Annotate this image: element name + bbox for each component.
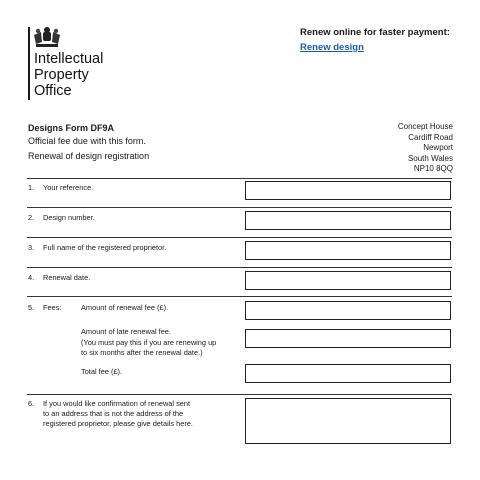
- proprietor-name-input[interactable]: [245, 241, 451, 260]
- section-divider: [27, 267, 452, 268]
- renewal-fee-label: Amount of renewal fee (£).: [81, 303, 169, 312]
- question-number: 2.: [28, 213, 35, 222]
- alt-address-label: to an address that is not the address of the: [43, 409, 184, 418]
- address-line: Newport: [423, 143, 453, 152]
- question-number: 4.: [28, 273, 35, 282]
- renew-online-heading: Renew online for faster payment:: [300, 27, 450, 38]
- section-divider: [27, 207, 452, 208]
- late-fee-note: to six months after the renewal date.): [81, 348, 203, 357]
- org-name-line-3: Office: [34, 83, 72, 99]
- address-line: NP10 8QQ: [413, 164, 453, 173]
- address-line: Cardiff Road: [408, 132, 453, 142]
- section-divider: [27, 394, 452, 395]
- reference-input[interactable]: [245, 181, 451, 200]
- section-divider: [27, 296, 452, 297]
- renew-design-link[interactable]: Renew design: [300, 42, 364, 53]
- design-number-input[interactable]: [245, 211, 451, 230]
- question-number: 3.: [28, 243, 35, 252]
- question-number: 5.: [28, 303, 35, 312]
- total-fee-label: Total fee (£).: [81, 367, 123, 376]
- design-number-label: Design number.: [43, 213, 95, 222]
- address-line: Concept House: [397, 122, 453, 131]
- fees-label: Fees:: [43, 303, 62, 312]
- late-fee-note: (You must pay this if you are renewing up: [81, 338, 217, 347]
- reference-label: Your reference.: [43, 183, 94, 192]
- renewal-fee-input[interactable]: [245, 301, 451, 320]
- org-name-line-2: Property: [34, 67, 89, 83]
- question-number: 6.: [28, 399, 35, 408]
- royal-crest-icon: [32, 26, 62, 48]
- alt-address-label: If you would like confirmation of renewal sent: [43, 399, 191, 408]
- org-name-line-1: Intellectual: [34, 51, 104, 67]
- proprietor-name-label: Full name of the registered proprietor.: [43, 243, 167, 252]
- section-divider: [27, 178, 452, 179]
- form-subtitle: Renewal of design registration: [28, 151, 150, 161]
- question-number: 1.: [28, 183, 35, 192]
- late-fee-label: Amount of late renewal fee.: [81, 327, 171, 336]
- total-fee-input[interactable]: [245, 364, 451, 383]
- alt-address-textarea[interactable]: [245, 398, 451, 444]
- section-divider: [27, 237, 452, 238]
- address-line: South Wales: [407, 153, 453, 163]
- fee-note: Official fee due with this form.: [28, 136, 146, 146]
- form-title: Designs Form DF9A: [28, 123, 115, 133]
- alt-address-label: registered proprietor, please give details here.: [43, 419, 193, 428]
- late-fee-input[interactable]: [245, 329, 451, 348]
- renewal-date-input[interactable]: [245, 271, 451, 290]
- renewal-date-label: Renewal date.: [43, 273, 91, 282]
- brand-bar: [28, 27, 30, 100]
